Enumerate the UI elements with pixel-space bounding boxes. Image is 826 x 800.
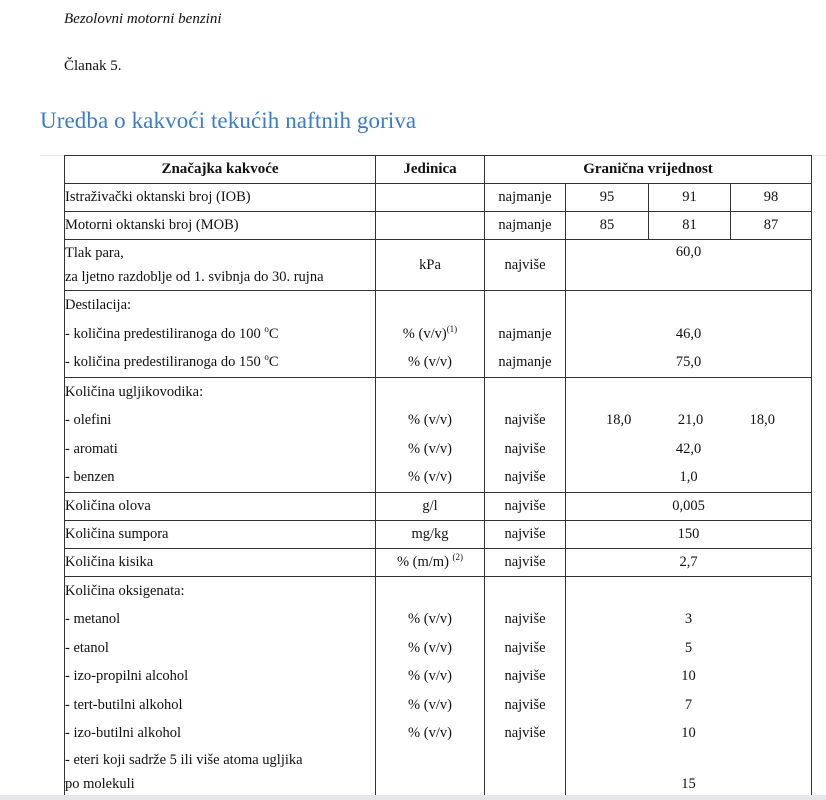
row-value xyxy=(566,377,812,492)
row-label xyxy=(65,576,376,796)
row-value: 2,7 xyxy=(566,548,812,576)
row-qualifier: najmanje xyxy=(485,184,566,212)
celsius: C xyxy=(268,354,279,370)
value-line: 42,0 xyxy=(675,440,702,457)
label-text: - količina predestiliranoga do 100 xyxy=(65,325,265,342)
row-value: 95 xyxy=(566,184,649,212)
row-value: 60,0 xyxy=(566,240,812,291)
row-label: Istraživački oktanski broj (IOB) xyxy=(65,184,376,212)
row-label-line: - benzen xyxy=(65,469,115,485)
row-unit: g/l xyxy=(376,492,485,520)
qualifier-line: najviše xyxy=(504,469,546,485)
table-row-oxygenates xyxy=(65,576,812,796)
qualifier-line: najmanje xyxy=(498,325,552,342)
row-label xyxy=(65,291,376,378)
value-line: 1,0 xyxy=(679,469,698,485)
row-label-line: - olefini xyxy=(65,412,112,428)
row-label: Motorni oktanski broj (MOB) xyxy=(65,212,376,240)
row-qualifier: najviše xyxy=(485,492,566,520)
value-line-triple xyxy=(566,406,811,435)
row-label-line: - metanol xyxy=(65,611,121,627)
section-heading: Količina ugljikovodika: xyxy=(65,383,204,400)
header-characteristic: Značajka kakvoće xyxy=(65,156,376,184)
row-unit: kPa xyxy=(376,240,485,291)
table-row-distillation xyxy=(65,291,812,378)
header-unit: Jedinica xyxy=(376,156,485,184)
qualifier-line: najviše xyxy=(504,668,546,684)
row-qualifier: najviše xyxy=(485,548,566,576)
table-row-iob xyxy=(65,184,812,212)
value-line: 75,0 xyxy=(675,354,702,370)
value: 18,0 xyxy=(606,412,632,428)
row-qualifier xyxy=(485,576,566,796)
qualifier-line: najmanje xyxy=(498,354,552,370)
header-limit: Granična vrijednost xyxy=(485,156,812,184)
row-label-line: po molekuli xyxy=(65,775,135,792)
document-title: Uredba o kakvoći tekućih naftnih goriva xyxy=(40,108,417,133)
row-label-line xyxy=(65,348,375,377)
unit-line: % (v/v) xyxy=(408,668,452,684)
table-row-mob xyxy=(65,212,812,240)
unit-line: % (v/v) xyxy=(408,696,452,713)
value: 21,0 xyxy=(677,412,704,428)
unit-line: % (v/v) xyxy=(408,725,452,741)
unit-line: % (v/v) xyxy=(408,354,452,370)
footnote-ref: (2) xyxy=(452,551,464,562)
value-line: 10 xyxy=(681,725,696,741)
table-row-sulphur xyxy=(65,520,812,548)
row-qualifier xyxy=(485,291,566,378)
value-line: 3 xyxy=(684,611,693,627)
unit-line: % (v/v) xyxy=(408,611,452,627)
row-value xyxy=(566,291,812,378)
row-label-line: za ljetno razdoblje od 1. svibnja do 30. rujna xyxy=(65,269,324,285)
row-unit xyxy=(376,184,485,212)
value: 18,0 xyxy=(749,412,776,428)
unit-line: % (v/v) xyxy=(408,412,452,428)
row-label-line: Tlak para, xyxy=(65,245,124,261)
footnote-ref: (1) xyxy=(446,323,458,334)
row-value: 87 xyxy=(731,212,812,240)
value-line: 5 xyxy=(684,639,693,656)
qualifier-line: najviše xyxy=(504,725,546,741)
table-row-hydrocarbons xyxy=(65,377,812,492)
unit-line: % $(v/v)^{(1)}$ xyxy=(402,323,458,342)
article-number: Članak 5. xyxy=(64,58,122,74)
row-unit xyxy=(376,377,485,492)
row-qualifier: najmanje xyxy=(485,212,566,240)
row-label-line: - izo-butilni alkohol xyxy=(65,725,181,741)
row-label xyxy=(65,377,376,492)
row-value: 85 xyxy=(566,212,649,240)
row-label: Količina kisika xyxy=(65,548,376,576)
celsius: C xyxy=(268,325,279,342)
value-line: 46,0 xyxy=(675,325,702,342)
qualifier-line: najviše xyxy=(504,412,546,428)
row-label-line: - aromati xyxy=(65,440,118,457)
qualifier-line: najviše xyxy=(504,611,546,627)
fuel-quality-table xyxy=(64,155,812,797)
row-unit: mg/kg xyxy=(376,520,485,548)
qualifier-line: najviše xyxy=(504,696,546,713)
row-label-line: - eteri koji sadrže 5 ili više atoma ugljika xyxy=(65,751,303,768)
value-line: 7 xyxy=(684,696,693,713)
row-label: Količina olova xyxy=(65,492,376,520)
label-text: - količina predestiliranoga do 150 xyxy=(65,354,265,370)
table-row-oxygen xyxy=(65,548,812,576)
table-row-lead xyxy=(65,492,812,520)
row-label-line: - izo-propilni alcohol xyxy=(65,668,189,684)
row-label-line: - tert-butilni alkohol xyxy=(65,696,183,713)
row-value: 98 xyxy=(731,184,812,212)
qualifier-line: najviše xyxy=(504,639,546,656)
row-value: 150 xyxy=(566,520,812,548)
unit-line: % (v/v) xyxy=(408,440,452,457)
degree-mark: o xyxy=(264,352,269,362)
value-line: 10 xyxy=(681,668,696,684)
row-unit xyxy=(376,212,485,240)
row-value: 91 xyxy=(649,184,731,212)
value-line: 15 xyxy=(681,775,696,792)
unit-line: % (v/v) xyxy=(408,469,452,485)
qualifier-line: najviše xyxy=(504,440,546,457)
row-qualifier: najviše xyxy=(485,520,566,548)
row-value: 0,005 xyxy=(566,492,812,520)
document-subtitle: Bezolovni motorni benzini xyxy=(64,11,222,27)
table-header-row xyxy=(65,156,812,184)
section-heading: Količina oksigenata: xyxy=(65,582,185,599)
section-heading: Destilacija: xyxy=(65,297,132,313)
row-unit xyxy=(376,576,485,796)
table-row-vapour-pressure xyxy=(65,240,812,291)
row-qualifier xyxy=(485,377,566,492)
row-label-line xyxy=(65,320,375,349)
row-value xyxy=(566,576,812,796)
bottom-scroll-bar xyxy=(0,795,826,800)
row-label: Količina sumpora xyxy=(65,520,376,548)
row-unit xyxy=(376,291,485,378)
row-unit: % (m/m) $^{(2)}$ xyxy=(376,548,485,576)
row-label-line: - etanol xyxy=(65,639,109,656)
unit-line: % (v/v) xyxy=(408,639,452,656)
row-value: 81 xyxy=(649,212,731,240)
row-qualifier: najviše xyxy=(485,240,566,291)
row-label xyxy=(65,240,376,291)
degree-mark: o xyxy=(264,323,269,334)
